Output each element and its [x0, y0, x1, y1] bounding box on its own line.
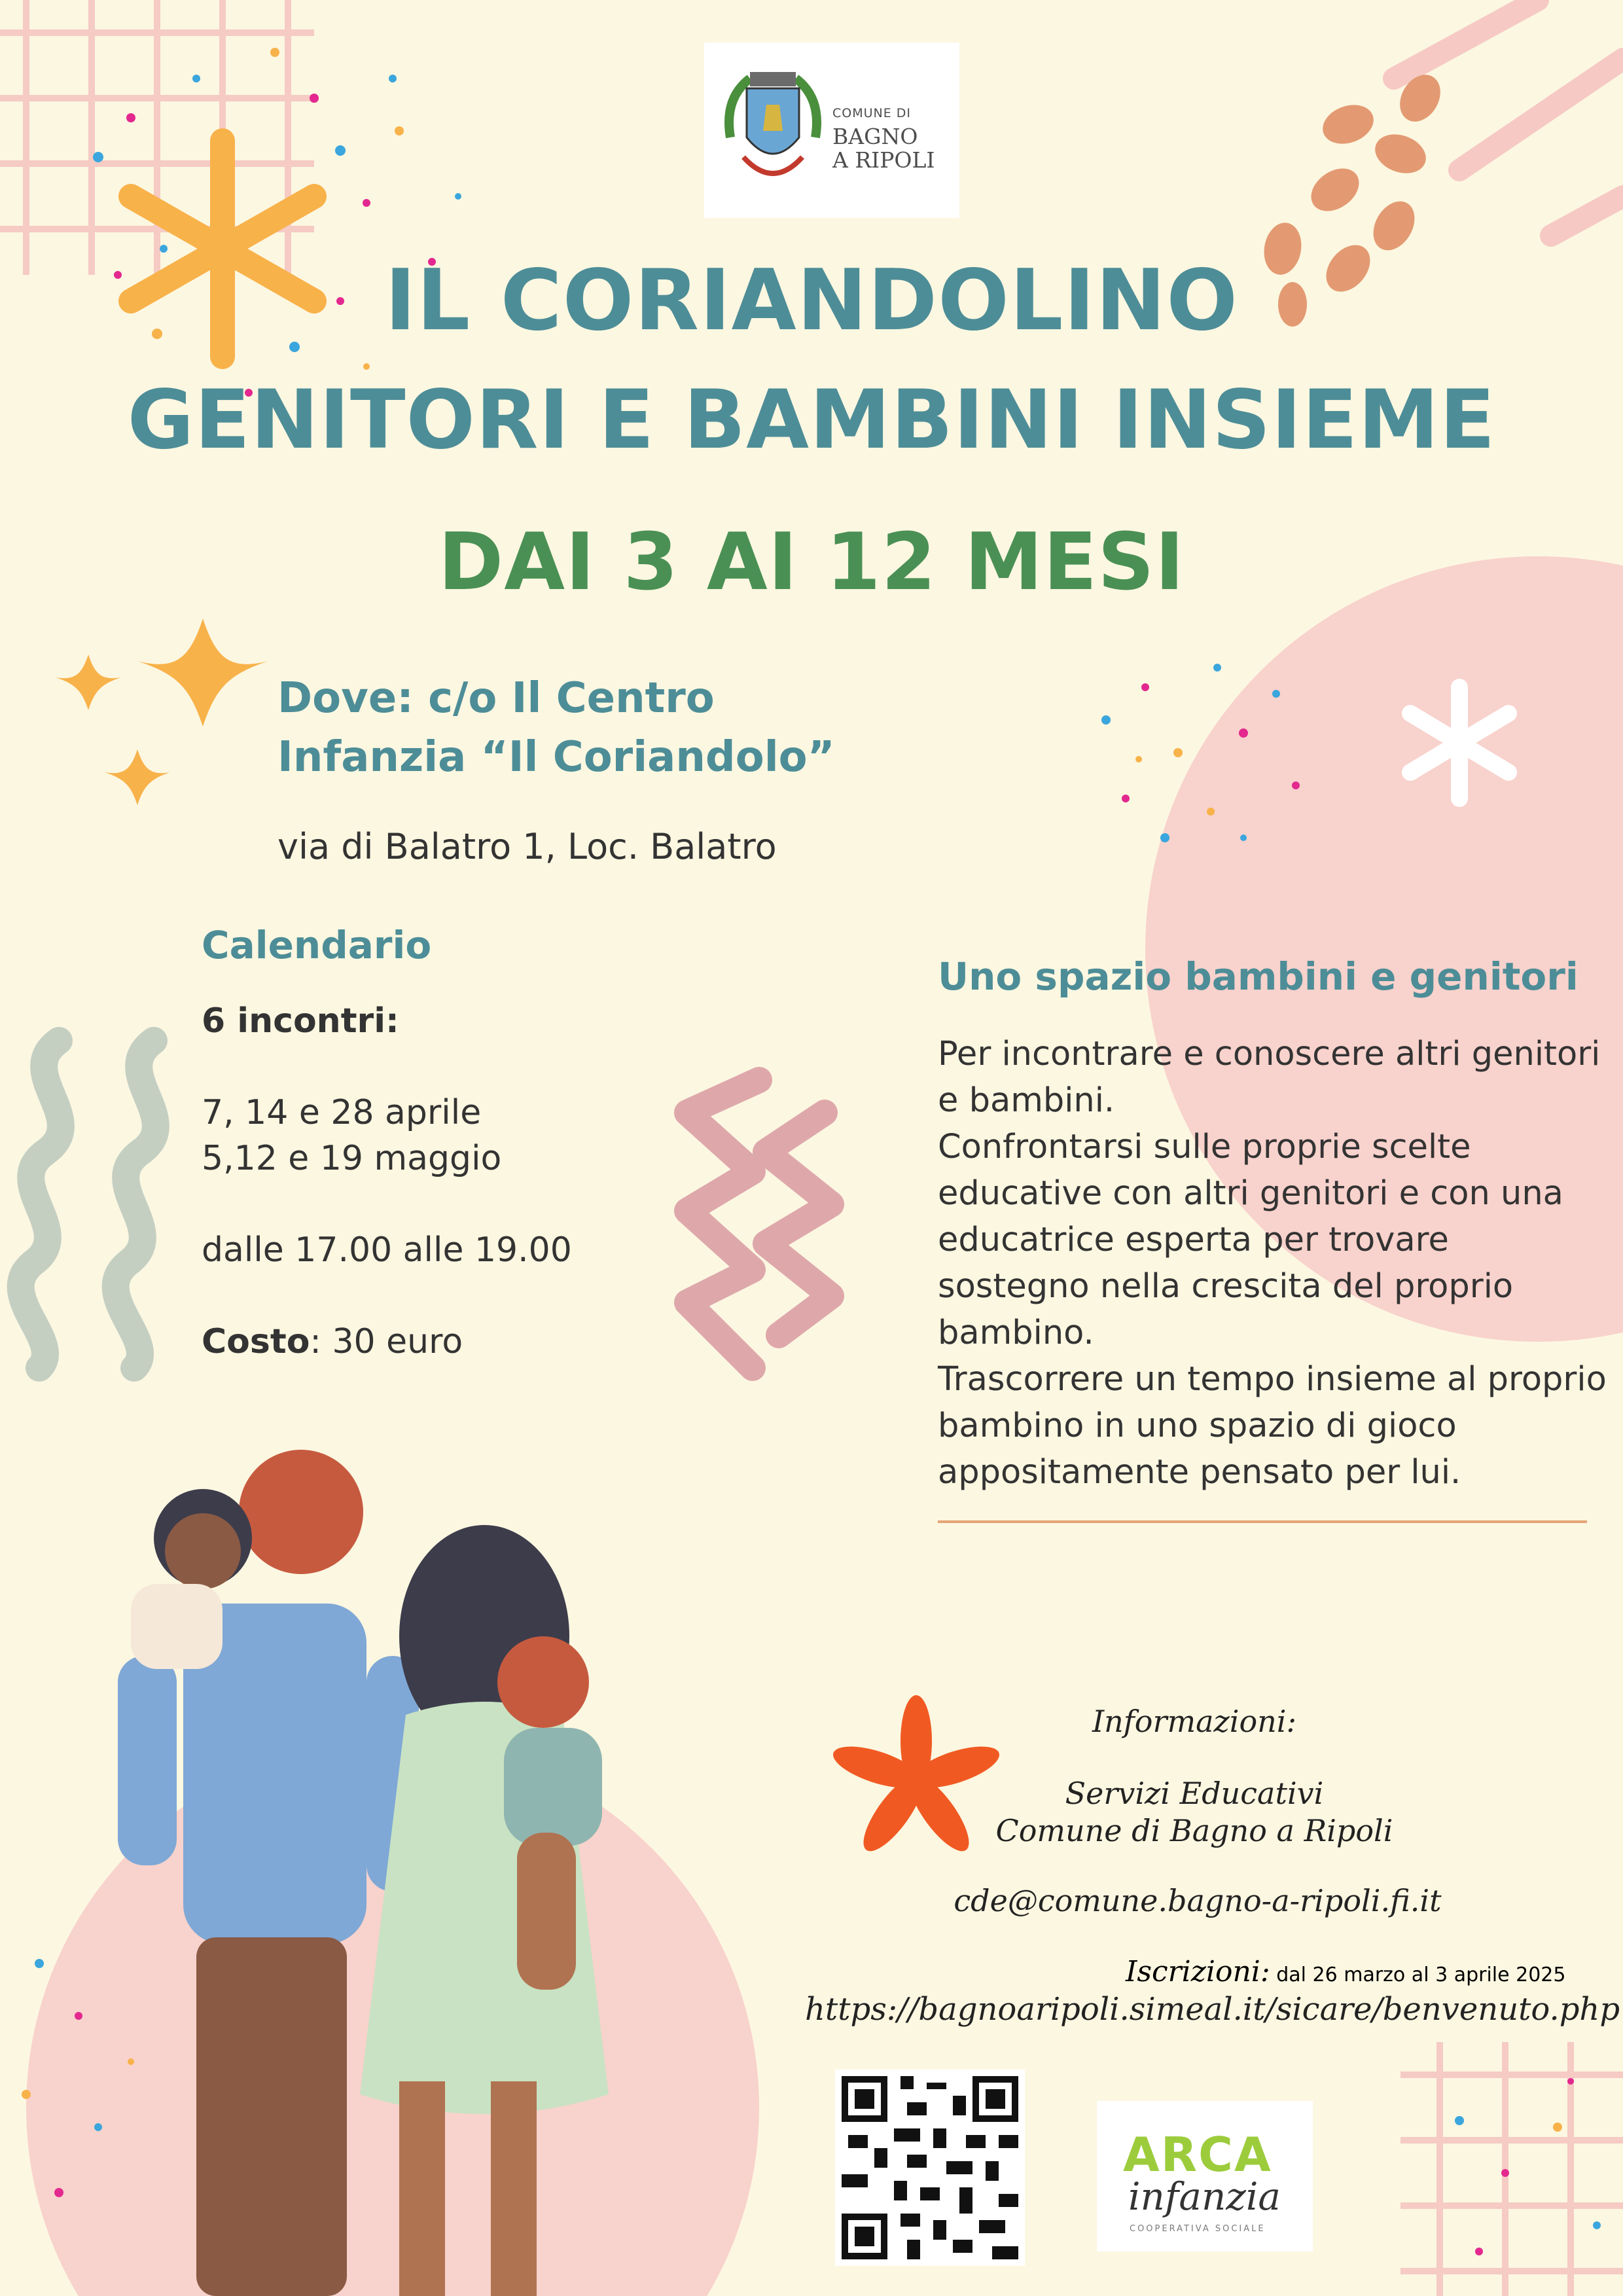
dates-may: 5,12 e 19 maggio — [202, 1139, 502, 1178]
meetings-count: 6 incontri: — [202, 1001, 399, 1041]
pink-strokes-top-right — [1394, 0, 1623, 236]
dates-april: 7, 14 e 28 aprile — [202, 1093, 482, 1132]
partner-name: ARCA — [1123, 2127, 1272, 2182]
description-line: Confrontarsi sulle proprie scelte — [938, 1128, 1471, 1166]
grid-pattern-bottom-right — [1400, 2042, 1623, 2296]
description-line: bambino in uno spazio di gioco — [938, 1407, 1457, 1445]
coat-of-arms-icon — [717, 59, 829, 203]
father-trousers — [196, 1937, 347, 2296]
municipality-logo — [704, 43, 959, 218]
description-line: educative con altri genitori e con una — [938, 1174, 1563, 1213]
info-heading: Informazioni: — [1092, 1704, 1297, 1739]
address: via di Balatro 1, Loc. Balatro — [277, 826, 777, 867]
cost-label: Costo — [202, 1322, 310, 1361]
office-line1: Servizi Educativi — [1065, 1776, 1324, 1811]
description-line: sostegno nella crescita del proprio — [938, 1267, 1514, 1306]
space-heading: Uno spazio bambini e genitori — [938, 954, 1578, 999]
family-illustration — [98, 1440, 726, 2296]
title-line1: IL CORIANDOLINO — [384, 252, 1239, 350]
calendar-heading: Calendario — [202, 923, 432, 967]
partner-tagline: COOPERATIVA SOCIALE — [1130, 2224, 1266, 2234]
green-squiggles — [21, 1041, 156, 1368]
logo-line1: COMUNE DI — [832, 106, 912, 120]
contact-email[interactable]: cde@comune.bagno-a-ripoli.fi.it — [954, 1883, 1442, 1918]
description-line: educatrice esperta per trovare — [938, 1221, 1449, 1259]
time-range: dalle 17.00 alle 19.00 — [202, 1230, 572, 1270]
father-hair — [239, 1450, 363, 1574]
cost — [202, 1322, 463, 1361]
partner-logo — [1097, 2101, 1313, 2251]
location-line1: Dove: c/o Il Centro — [277, 674, 715, 723]
child-face — [165, 1513, 241, 1589]
logo-line3: A RIPOLI — [832, 147, 935, 173]
baby-hair — [497, 1636, 589, 1728]
registration-dates: dal 26 marzo al 3 aprile 2025 — [1270, 1964, 1566, 1986]
orange-sparkles — [56, 619, 268, 805]
cost-value: : 30 euro — [310, 1322, 463, 1361]
location-line2: Infanzia “Il Coriandolo” — [277, 733, 835, 781]
registration-label: Iscrizioni: — [1126, 1955, 1270, 1988]
logo-line2: BAGNO — [832, 124, 918, 149]
partner-sub: infanzia — [1128, 2174, 1281, 2219]
age-range-title: DAI 3 AI 12 MESI — [438, 517, 1185, 608]
description-line: e bambini. — [938, 1081, 1115, 1120]
description-line: Per incontrare e conoscere altri genitori — [938, 1035, 1601, 1073]
qr-code-icon — [835, 2070, 1025, 2266]
registration-info — [1126, 1955, 1565, 1988]
pink-zigzags — [687, 1080, 831, 1368]
description-line: Trascorrere un tempo insieme al proprio — [938, 1360, 1607, 1399]
description-line: bambino. — [938, 1314, 1094, 1352]
title-line2: GENITORI E BAMBINI INSIEME — [127, 373, 1496, 467]
description-line: appositamente pensato per lui. — [938, 1453, 1461, 1492]
registration-link[interactable]: https://bagnoaripoli.simeal.it/sicare/benvenuto.php — [805, 1991, 1620, 2028]
space-description — [938, 1031, 1618, 1496]
office-line2: Comune di Bagno a Ripoli — [995, 1813, 1393, 1848]
qr-code[interactable] — [835, 2070, 1025, 2266]
